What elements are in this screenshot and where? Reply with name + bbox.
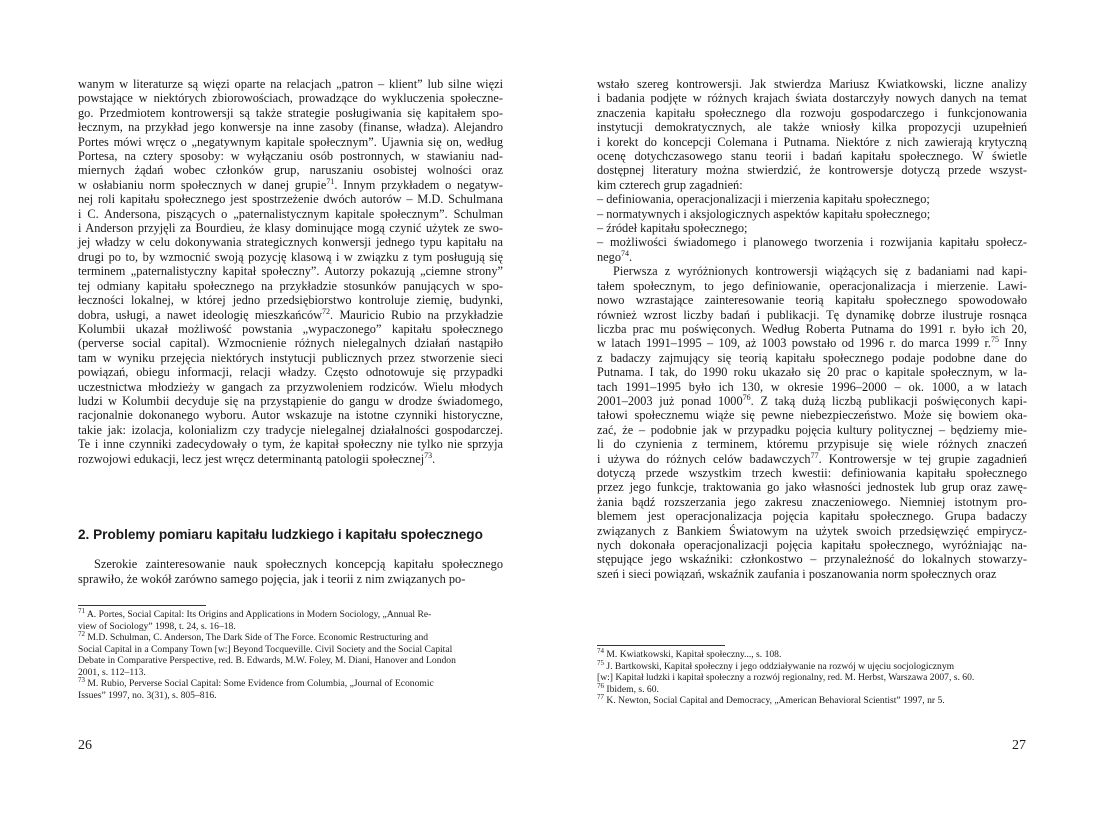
- body-line: Te i inne czynniki zadecydowały o tym, że kapitał społeczny nie tylko nie sprzyja: [78, 437, 503, 452]
- left-page-body: [78, 77, 503, 466]
- body-line: i badania podjęte w różnych krajach świata dostarczyły nowych danych na temat: [597, 91, 1027, 106]
- footnote-ref: 72: [78, 629, 85, 638]
- body-line: łeczności lokalnej, w której jedno przedsiębiorstwo kontroluje ziemię, budynki,: [78, 293, 503, 308]
- body-line: takie jak: izolacja, kolonializm czy tradycje nielegalnej działalności gospodarczej.: [78, 422, 503, 437]
- footnote-line: Social Capital in a Company Town [w:] Beyond Tocqueville. Civil Society and the Social Capital: [78, 643, 453, 655]
- footnote-ref: 77: [597, 692, 604, 701]
- footnote-ref: 75: [597, 658, 604, 667]
- footnote-line: $^{74}$ M. Kwiatkowski, Kapitał społeczny..., s. 108.: [597, 646, 782, 660]
- page-number-left: 26: [78, 738, 92, 753]
- body-line: również wzrost liczby badań i publikacji. Tę dynamikę dobrze ilustruje rosnąca: [597, 307, 1027, 322]
- footnote-ref: 77: [810, 450, 819, 460]
- right-page-body: [597, 77, 1027, 581]
- body-line: i C. Andersona, piszących o „paternalistycznym kapitale społecznym”. Schulman: [78, 206, 503, 221]
- body-line: nej roli kapitału społecznego jest spostrzeżenie dwóch autorów – M.D. Schulmana: [78, 192, 503, 207]
- section-intro-paragraph: [78, 557, 503, 586]
- footnote-line: $^{73}$ M. Rubio, Perverse Social Capital: Some Evidence from Columbia, „Journal of Economic: [78, 675, 434, 689]
- body-line: tam w wyniku przejęcia niektórych instytucji publicznych przez stworzenie sieci: [78, 350, 503, 365]
- body-line: Putnama. I tak, do 1990 roku ukazało się 20 prac o kapitale społecznym, w la-: [597, 365, 1027, 380]
- body-line: racjonalnie dokonanego wyboru. Autor wskazuje na istotne czynniki historyczne,: [78, 408, 503, 423]
- body-line: i Anderson przyjęli za Bourdieu, że klasy dominujące mogą czynić użytek ze swo-: [78, 221, 503, 236]
- footnote-line: [w:] Kapitał ludzki i kapitał społeczny a rozwój regionalny, red. M. Herbst, Warszawa 2007, s. 60.: [597, 672, 975, 683]
- body-line: Portes mówi wręcz o „negatywnym kapitale społecznym”. Ujawnia się on, według: [78, 134, 503, 149]
- body-line: Szerokie zainteresowanie nauk społecznych koncepcją kapitału społecznego: [94, 557, 503, 571]
- footnote-line: $^{77}$ K. Newton, Social Capital and Democracy, „American Behavioral Scientist” 1997, nr 5.: [597, 692, 945, 706]
- body-line: uczestnictwa młodzieży w gangach za przyzwoleniem rodziców. Wielu młodych: [78, 379, 503, 394]
- body-line: nego$^{74}$.: [597, 248, 633, 264]
- body-line: blemem jest operacjonalizacja pojęcia kapitału społecznego. Grupa badaczy: [597, 509, 1027, 524]
- footnote-divider: [597, 645, 725, 646]
- body-line: miernych żądań wobec członków grup, naruszaniu osobistej wolności oraz: [78, 163, 503, 178]
- body-line: Kolumbii ukazał możliwość powstania „wypaczonego” kapitału społecznego: [78, 321, 503, 336]
- body-line: instytucji demokratycznych, ale także wniosły kilka propozycji uzupełnień: [597, 120, 1027, 135]
- footnote-line: $^{76}$ Ibidem, s. 60.: [597, 681, 659, 695]
- footnote-line: 2001, s. 112–113.: [78, 666, 146, 678]
- right-page: [550, 0, 1100, 817]
- footnote-line: view of Sociology” 1998, t. 24, s. 16–18.: [78, 620, 236, 632]
- body-line: żania bądź rozszerzania jego zakresu znaczeniowego. Niemniej istotnym pro-: [597, 494, 1027, 509]
- left-footnotes: [78, 606, 508, 701]
- body-line: Pierwsza z wyróżnionych kontrowersji wiążących się z badaniami nad kapi-: [613, 264, 1027, 279]
- body-line: – źródeł kapitału społecznego;: [597, 221, 748, 236]
- body-line: dostępnej literatury można stwierdzić, że kontrowersje dotyczą przede wszyst-: [597, 163, 1027, 178]
- body-line: – normatywnych i aksjologicznych aspektów kapitału społecznego;: [597, 206, 931, 221]
- body-line: nych dokonała operacjonalizacji pojęcia kapitału społecznego, wyróżniając na-: [597, 538, 1027, 552]
- footnote-ref: 73: [78, 675, 85, 684]
- body-line: zać, że – podobnie jak w przypadku pojęcia kultury politycznej – będziemy mie-: [597, 422, 1027, 437]
- body-line: 2001–2003 już ponad 1000$^{76}$. Z taką dużą liczbą publikacji poświęconych kapi-: [597, 392, 1027, 408]
- body-line: drugi po to, by wzmocnić swoją pozycję klasową i w związku z tym posługują się: [78, 249, 503, 264]
- body-line: tałem społecznym, to jego definiowanie, operacjonalizacja i mierzenie. Lawi-: [597, 278, 1027, 293]
- body-line: terminem „paternalistyczny kapitał społeczny”. Autorzy pokazują „ciemne strony”: [78, 264, 503, 279]
- body-line: tałowi społecznemu wiąże się pewne niebezpieczeństwo. Może się bowiem oka-: [597, 408, 1027, 423]
- body-line: Portesa, na cztery sposoby: w wyłączaniu osób postronnych, w stawianiu nad-: [78, 149, 503, 164]
- body-line: liczba prac mu poświęconych. Według Roberta Putnama do 1991 r. było ich 20,: [597, 321, 1027, 336]
- body-line: w latach 1991–1995 – 109, aż 1003 powstało od 1996 r. do marca 1999 r.$^{75}$ Inny: [597, 335, 1027, 351]
- body-line: w osłabianiu norm społecznych w danej grupie$^{71}$. Innym przykładem o negatyw-: [78, 176, 503, 192]
- footnote-ref: 71: [326, 176, 335, 186]
- body-line: kim czterech grup zagadnień:: [597, 177, 743, 192]
- body-line: związanych z Bankiem Światowym na użytek swoich przedsięwzięć empirycz-: [597, 523, 1027, 538]
- body-line: go. Przedmiotem kontrowersji są także strategie posługiwania się kapitałem spo-: [78, 105, 503, 120]
- footnote-ref: 72: [322, 306, 331, 316]
- footnote-line: $^{72}$ M.D. Schulman, C. Anderson, The Dark Side of The Force. Economic Restructuring and: [78, 629, 429, 643]
- footnote-ref: 76: [742, 392, 751, 402]
- body-line: i korekt do koncepcji Colemana i Putnama. Niektóre z nich zawierają krytyczną: [597, 134, 1027, 149]
- footnote-divider: [78, 605, 206, 606]
- body-line: (perverse social capital). Wzmocnienie różnych nielegalnych działań nastąpiło: [78, 336, 503, 351]
- body-line: dobra, usługi, a nawet ideologię mieszkańców$^{72}$. Mauricio Rubio na przykładzie: [78, 306, 503, 322]
- body-line: szeń i sieci powiązań, wskaźnik zaufania i poszanowania norm społecznych oraz: [597, 566, 997, 581]
- body-line: sprawiło, że wokół zarówno samego pojęcia, jak i teorii z nim związanych po-: [78, 571, 466, 586]
- body-line: li do czynienia z terminem, któremu przypisuje się wiele różnych znaczeń: [597, 437, 1027, 452]
- body-line: – definiowania, operacjonalizacji i mierzenia kapitału społecznego;: [597, 192, 930, 207]
- footnote-line: Debate in Comparative Perspective, red. B. Edwards, M.W. Foley, M. Diani, Hanover and London: [78, 655, 456, 666]
- footnote-line: $^{75}$ J. Bartkowski, Kapitał społeczny i jego oddziaływanie na rozwój w ujęciu socjologicznym: [597, 658, 955, 672]
- body-line: znaczenia kapitału społecznego dla rozwoju gospodarczego i funkcjonowania: [597, 105, 1027, 120]
- body-line: i używa do różnych celów badawczych$^{77}$. Kontrowersje w tej grupie zagadnień: [597, 450, 1027, 466]
- page-number-right: 27: [1012, 738, 1026, 753]
- footnote-ref: 76: [597, 681, 604, 690]
- body-line: dotyczą przede wszystkim trzech kwestii: definiowania kapitału społecznego: [597, 465, 1027, 480]
- body-line: wanym w literaturze są więzi oparte na relacjach „patron – klient” lub silne więzi: [78, 77, 503, 91]
- body-line: powstające w niektórych zbiorowościach, prowadzące do wykluczenia społeczne-: [78, 91, 503, 106]
- body-line: stępujące jego wskaźniki: członkostwo – przynależność do lokalnych stowarzy-: [597, 552, 1027, 567]
- right-footnotes: [597, 646, 1037, 707]
- footnote-line: $^{71}$ A. Portes, Social Capital: Its Origins and Applications in Modern Sociology, „Annual Re-: [78, 606, 432, 620]
- section-heading: 2. Problemy pomiaru kapitału ludzkiego i kapitału społecznego: [78, 527, 483, 542]
- body-line: nowo wzrastające zainteresowanie teorią kapitału społecznego spowodowało: [597, 293, 1027, 308]
- body-line: przez jego funkcje, traktowania go jako własności jednostek lub grup oraz zawę-: [597, 480, 1027, 495]
- body-line: ocenę dotychczasowego stanu teorii i badań kapitału społecznego. W świetle: [597, 149, 1027, 164]
- body-line: tej odmiany kapitału społecznego na przykładzie stosunków panujących w spo-: [78, 278, 503, 293]
- body-line: ludzi w Kolumbii decyduje się na przystąpienie do gangu w drodze świadomego,: [78, 393, 503, 408]
- body-line: wstało szereg kontrowersji. Jak stwierdza Mariusz Kwiatkowski, liczne analizy: [597, 77, 1027, 91]
- body-line: łecznym, na przykład jego konwersje na inne zasoby (finanse, władza). Alejandro: [78, 120, 503, 135]
- footnote-ref: 74: [621, 248, 629, 258]
- body-line: powiązań, obiegu informacji, relacji władzy. Często odnotowuje się przypadki: [78, 365, 503, 380]
- footnote-ref: 73: [424, 450, 433, 460]
- body-line: tach 1991–1995 było ich 130, w okresie 1996–2000 – ok. 1000, a w latach: [597, 379, 1027, 394]
- footnote-ref: 75: [991, 335, 1000, 345]
- footnote-ref: 74: [597, 646, 604, 655]
- body-line: – możliwości świadomego i planowego tworzenia i rozwijania kapitału społecz-: [597, 235, 1027, 250]
- footnote-line: Issues” 1997, no. 3(31), s. 805–816.: [78, 689, 217, 701]
- body-line: rozwojowi edukacji, lecz jest wręcz determinantą patologii społecznej$^{73}$.: [78, 450, 436, 466]
- body-line: z badaczy zajmujący się teorią kapitału społecznego podaje podobne dane do: [597, 350, 1027, 365]
- body-line: jej władzy w celu dokonywania strategicznych konwersji jednego typu kapitału na: [78, 235, 503, 250]
- footnote-ref: 71: [78, 606, 85, 615]
